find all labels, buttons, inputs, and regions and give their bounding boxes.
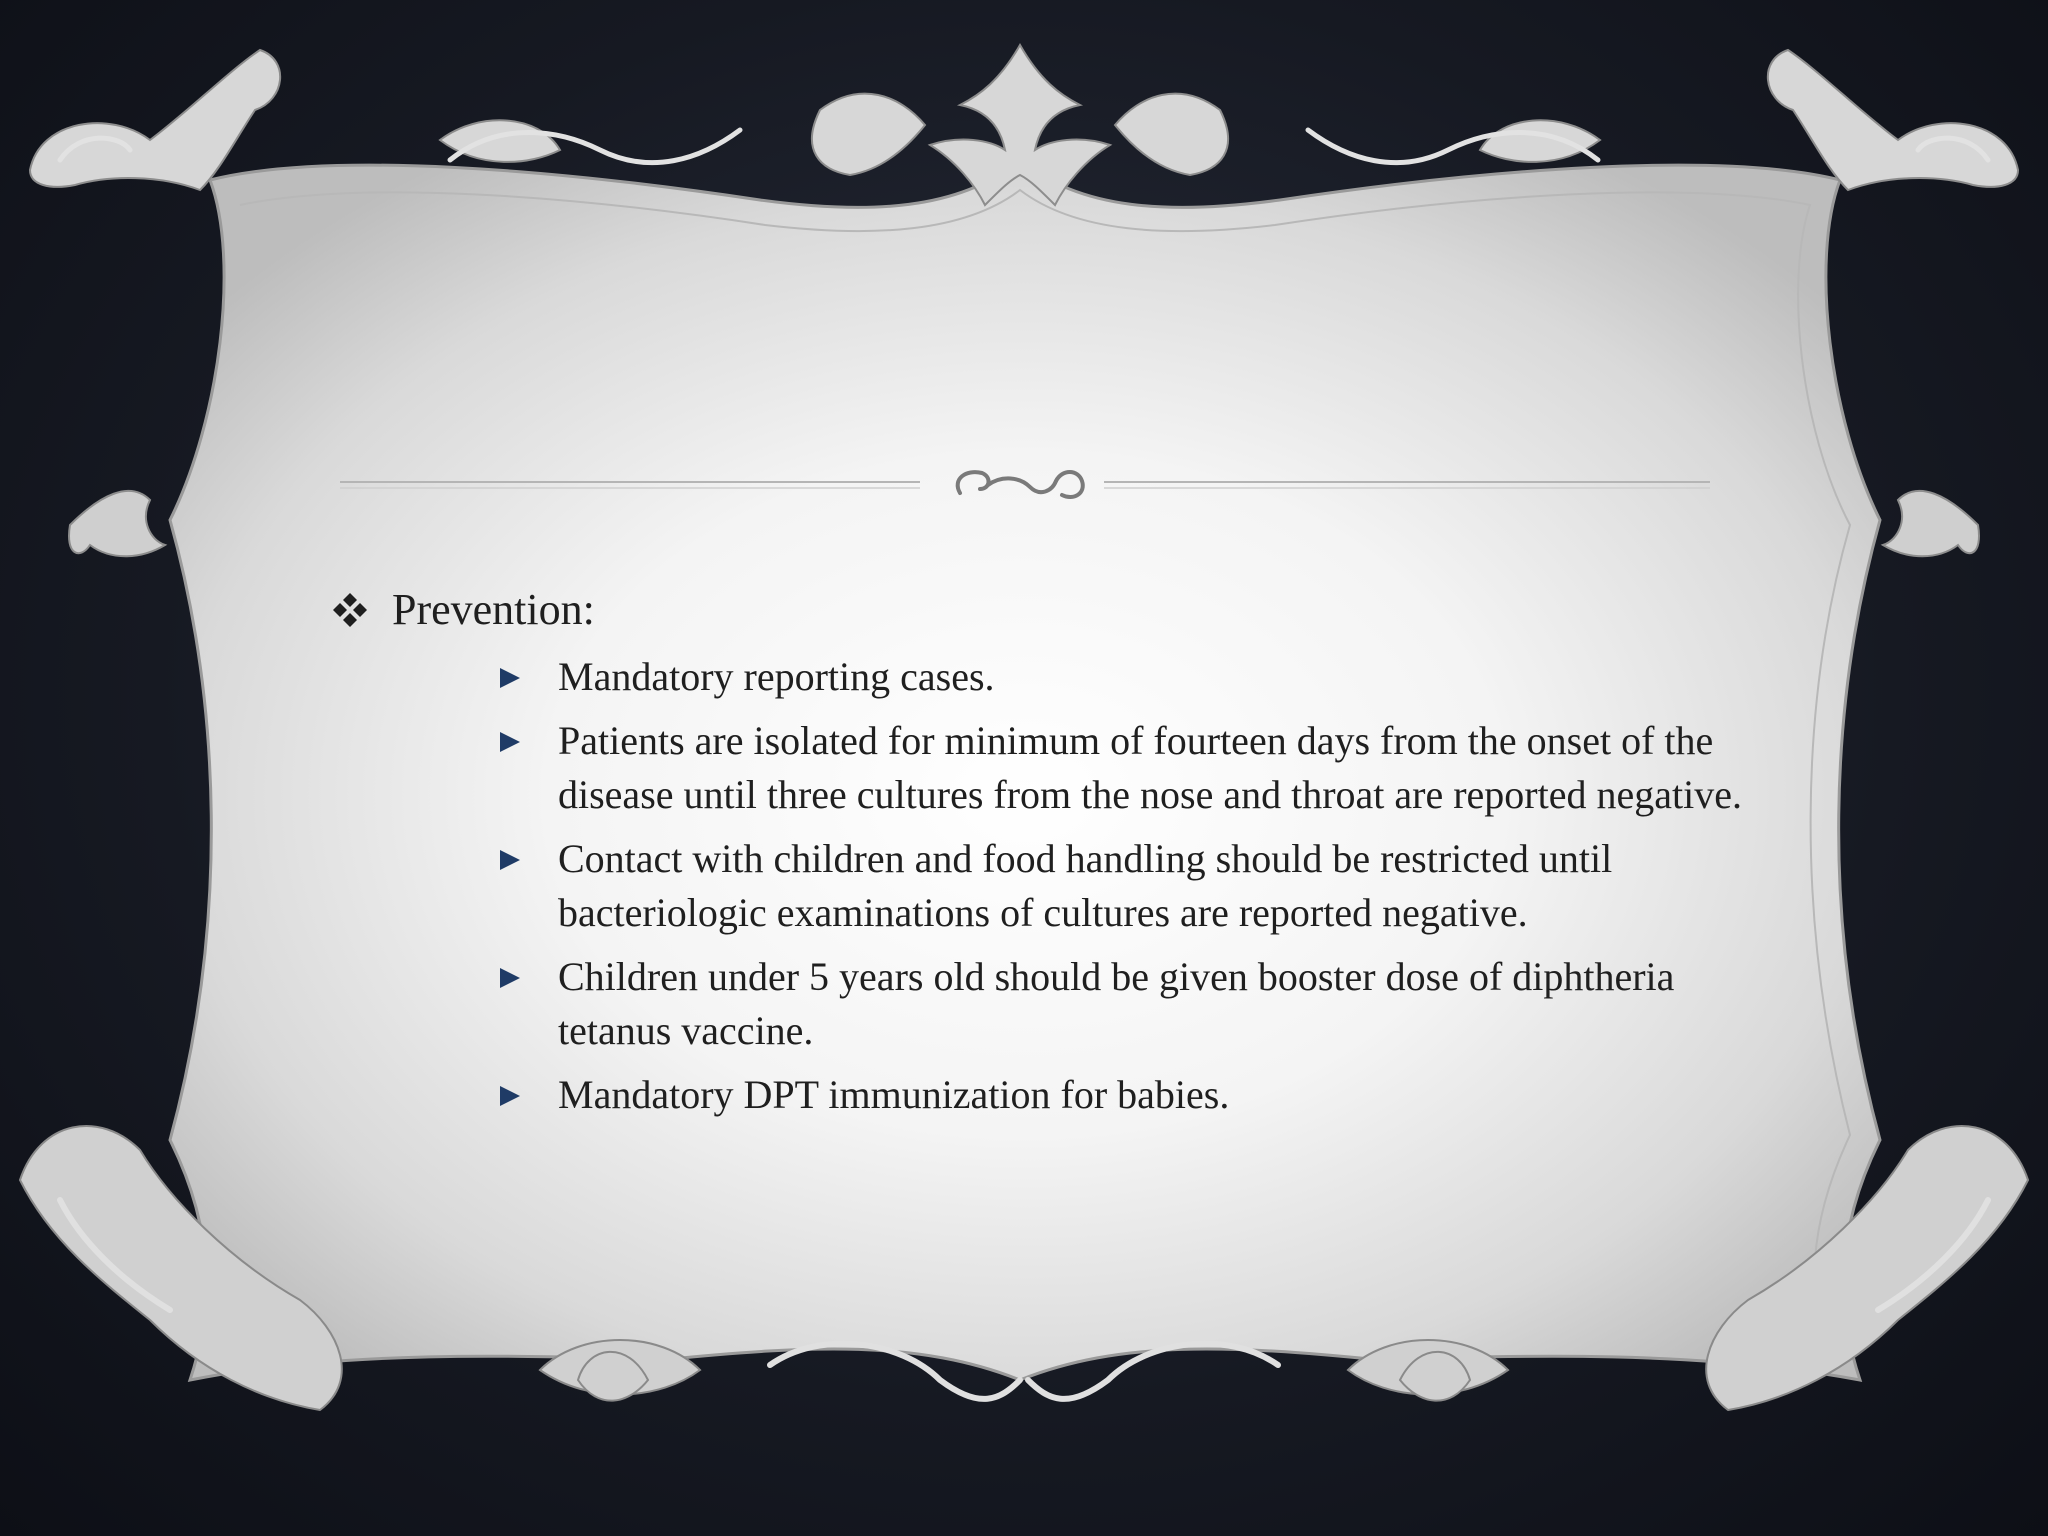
list-item [500, 714, 1760, 822]
triangle-right-icon [500, 668, 520, 688]
top-right-corner-scroll [1768, 50, 2018, 190]
list-item [500, 832, 1760, 940]
top-left-corner-scroll [30, 50, 280, 190]
triangle-right-icon [500, 732, 520, 752]
triangle-right-icon [500, 968, 520, 988]
slide-content [330, 582, 1760, 1132]
list-item-text: Mandatory reporting cases. [558, 654, 995, 699]
list-item-text: Patients are isolated for minimum of fourteen days from the onset of the disease until three cultures from the nose and throat are reported negative. [558, 718, 1742, 817]
four-diamond-icon [330, 590, 370, 630]
swirl-ornament-icon [958, 472, 1083, 497]
triangle-right-icon [500, 850, 520, 870]
triangle-right-icon [500, 1086, 520, 1106]
title-divider [340, 455, 1710, 515]
list-item [500, 950, 1760, 1058]
heading-row [330, 582, 1760, 638]
list-item-text: Contact with children and food handling should be restricted until bacteriologic examinations of cultures are reported negative. [558, 836, 1613, 935]
prevention-list [330, 650, 1760, 1122]
list-item [500, 1068, 1760, 1122]
list-item-text: Children under 5 years old should be given booster dose of diphtheria tetanus vaccine. [558, 954, 1675, 1053]
list-item-text: Mandatory DPT immunization for babies. [558, 1072, 1230, 1117]
list-item [500, 650, 1760, 704]
section-heading: Prevention: [392, 585, 595, 634]
